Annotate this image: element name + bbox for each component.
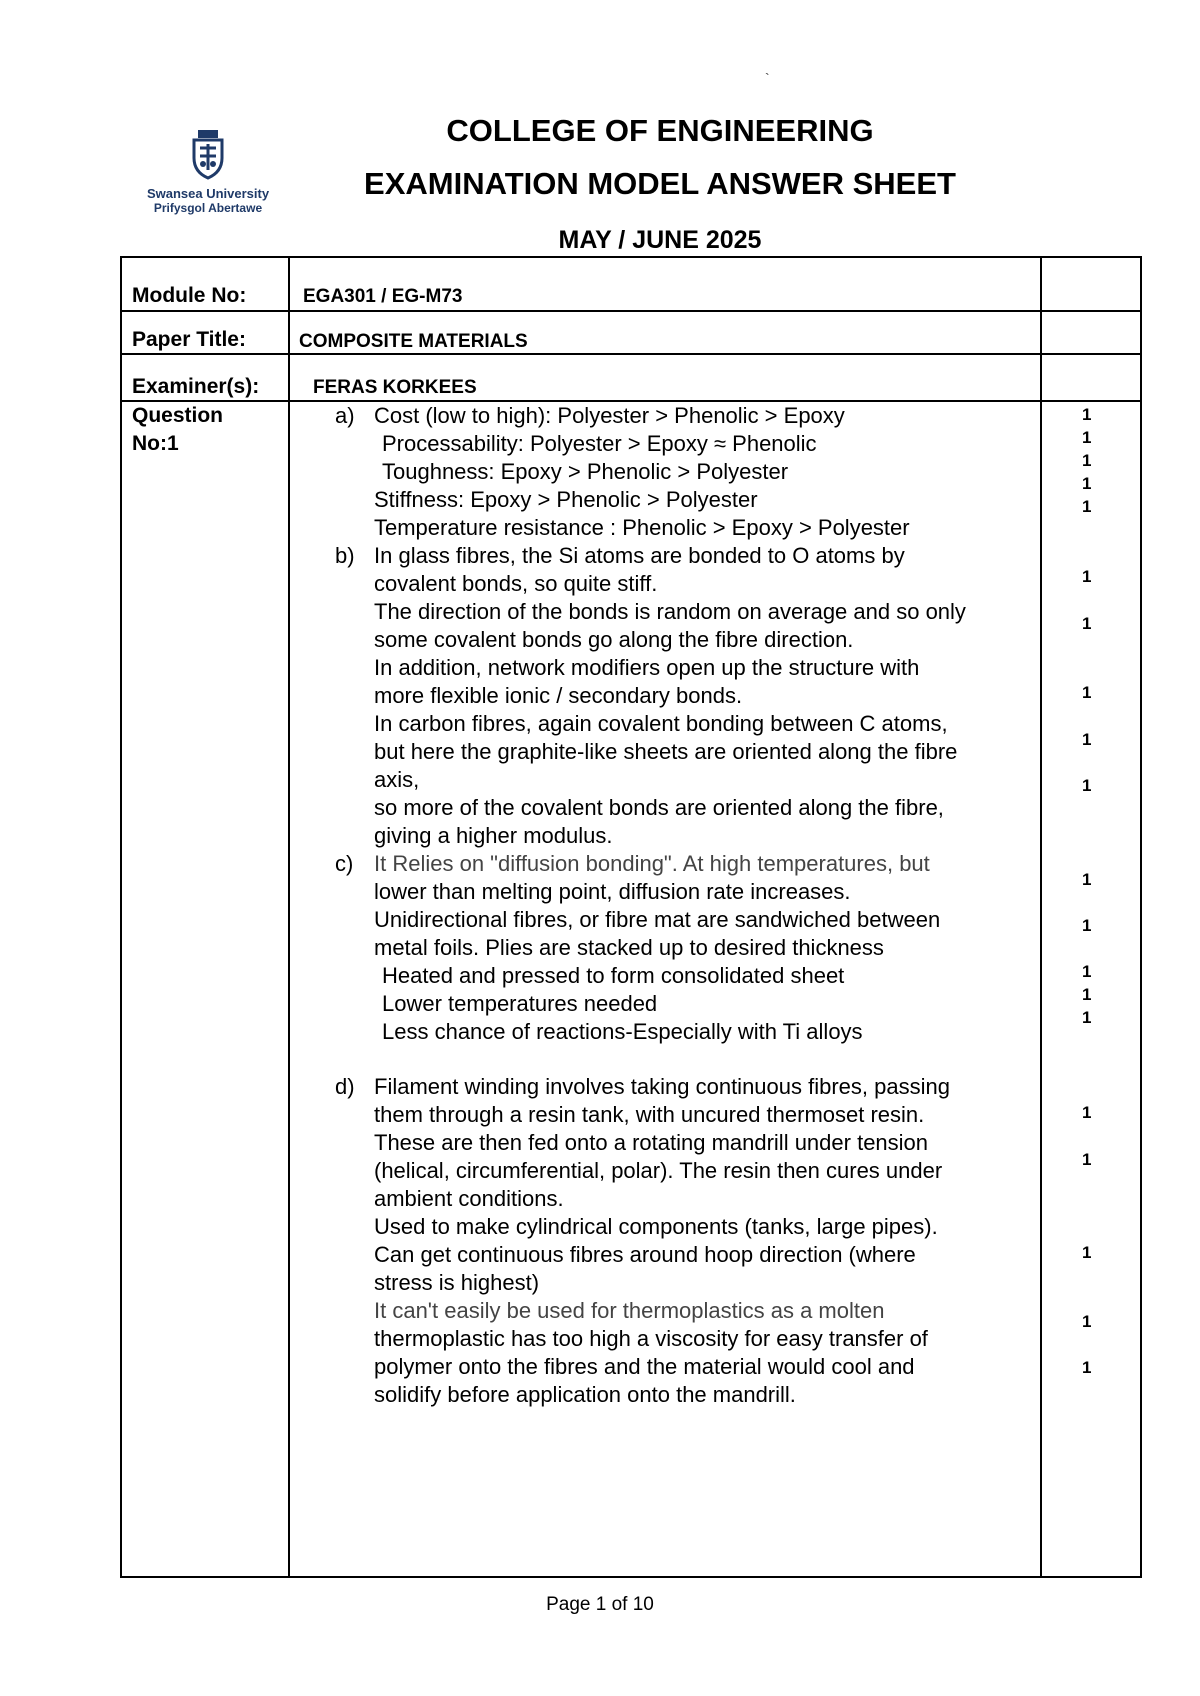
model-answers — [300, 402, 1030, 1409]
answer-line: giving a higher modulus. — [374, 823, 613, 848]
paper-title-label: Paper Title: — [132, 328, 246, 351]
column-divider-left — [288, 256, 290, 1578]
stray-mark: ` — [765, 70, 770, 86]
mark: 1 — [1082, 683, 1092, 702]
mark: 1 — [1082, 1103, 1092, 1122]
answer-line: polymer onto the fibres and the material would cool and — [374, 1354, 915, 1379]
answer-line: them through a resin tank, with uncured thermoset resin. — [374, 1102, 925, 1127]
answer-line: metal foils. Plies are stacked up to desired thickness — [374, 935, 884, 960]
mark: 1 — [1082, 451, 1092, 470]
mark: 1 — [1082, 962, 1092, 981]
answer-line: Unidirectional fibres, or fibre mat are sandwiched between — [374, 907, 941, 932]
mark: 1 — [1082, 776, 1092, 795]
mark: 1 — [1082, 428, 1092, 447]
answer-line: Lower temperatures needed — [382, 991, 658, 1016]
row-divider — [120, 353, 1142, 355]
mark: 1 — [1082, 614, 1092, 633]
answer-line: Temperature resistance : Phenolic > Epoxy > Polyester — [374, 515, 910, 540]
answer-line: thermoplastic has too high a viscosity for easy transfer of — [374, 1326, 928, 1351]
mark: 1 — [1082, 1008, 1092, 1027]
logo-line-1: Swansea University — [146, 186, 270, 201]
mark: 1 — [1082, 985, 1092, 1004]
mark: 1 — [1082, 474, 1092, 493]
mark: 1 — [1082, 497, 1092, 516]
crest-icon — [188, 126, 228, 182]
answer-b — [300, 542, 1030, 850]
answer-line: In carbon fibres, again covalent bonding between C atoms, — [374, 711, 948, 736]
answer-line: Used to make cylindrical components (tanks, large pipes). — [374, 1214, 938, 1239]
mark: 1 — [1082, 916, 1092, 935]
answer-line: Stiffness: Epoxy > Phenolic > Polyester — [374, 487, 758, 512]
answer-line: stress is highest) — [374, 1270, 540, 1295]
spacer — [300, 1046, 1030, 1073]
examiner-value: FERAS KORKEES — [313, 377, 477, 398]
mark: 1 — [1082, 870, 1092, 889]
sheet-title: EXAMINATION MODEL ANSWER SHEET — [364, 166, 956, 201]
part-letter: b) — [335, 543, 355, 568]
answer-c — [300, 850, 1030, 1046]
answer-line: In addition, network modifiers open up the structure with — [374, 655, 920, 680]
answer-line: It Relies on "diffusion bonding". At high temperatures, but — [374, 851, 930, 876]
answer-line: some covalent bonds go along the fibre direction. — [374, 627, 854, 652]
answer-line: lower than melting point, diffusion rate increases. — [374, 879, 851, 904]
answer-line: Toughness: Epoxy > Phenolic > Polyester — [382, 459, 789, 484]
answer-line: Heated and pressed to form consolidated sheet — [382, 963, 845, 988]
answer-line: The direction of the bonds is random on average and so only — [374, 599, 966, 624]
mark: 1 — [1082, 567, 1092, 586]
session-date: MAY / JUNE 2025 — [558, 226, 762, 254]
answer-line: so more of the covalent bonds are oriented along the fibre, — [374, 795, 944, 820]
college-title: COLLEGE OF ENGINEERING — [446, 113, 874, 148]
module-label: Module No: — [132, 284, 247, 307]
examiner-label: Examiner(s): — [132, 375, 260, 398]
answer-line: Less chance of reactions-Especially with Ti alloys — [382, 1019, 863, 1044]
question-label: Question — [132, 404, 224, 427]
logo-line-2: Prifysgol Abertawe — [153, 201, 263, 215]
answer-d — [300, 1073, 1030, 1409]
answer-line: Cost (low to high): Polyester > Phenolic > Epoxy — [374, 403, 845, 428]
answer-line: ambient conditions. — [374, 1186, 564, 1211]
module-value: EGA301 / EG-M73 — [303, 286, 463, 307]
answer-line: It can't easily be used for thermoplastics as a molten — [374, 1298, 885, 1323]
paper-title-value: COMPOSITE MATERIALS — [299, 331, 528, 352]
mark: 1 — [1082, 1150, 1092, 1169]
mark: 1 — [1082, 730, 1092, 749]
answer-a — [300, 402, 1030, 542]
answer-line: but here the graphite-like sheets are oriented along the fibre — [374, 739, 958, 764]
answer-line: covalent bonds, so quite stiff. — [374, 571, 658, 596]
column-divider-right — [1040, 256, 1042, 1578]
part-letter: a) — [335, 403, 355, 428]
row-divider — [120, 310, 1142, 312]
mark: 1 — [1082, 1358, 1092, 1377]
answer-line: more flexible ionic / secondary bonds. — [374, 683, 743, 708]
mark: 1 — [1082, 1243, 1092, 1262]
part-letter: c) — [335, 851, 354, 876]
answer-line: Can get continuous fibres around hoop direction (where — [374, 1242, 916, 1267]
answer-line: Processability: Polyester > Epoxy ≈ Phenolic — [382, 431, 817, 456]
page-number: Page 1 of 10 — [546, 1594, 654, 1615]
mark: 1 — [1082, 1312, 1092, 1331]
answer-line: Filament winding involves taking continuous fibres, passing — [374, 1074, 950, 1099]
mark: 1 — [1082, 405, 1092, 424]
answer-line: solidify before application onto the mandrill. — [374, 1382, 796, 1407]
answer-line: These are then fed onto a rotating mandrill under tension — [374, 1130, 929, 1155]
question-number: No:1 — [132, 432, 179, 455]
answer-line: In glass fibres, the Si atoms are bonded to O atoms by — [374, 543, 905, 568]
part-letter: d) — [335, 1074, 355, 1099]
university-logo — [133, 108, 283, 256]
answer-line: axis, — [374, 767, 420, 792]
answer-line: (helical, circumferential, polar). The resin then cures under — [374, 1158, 943, 1183]
